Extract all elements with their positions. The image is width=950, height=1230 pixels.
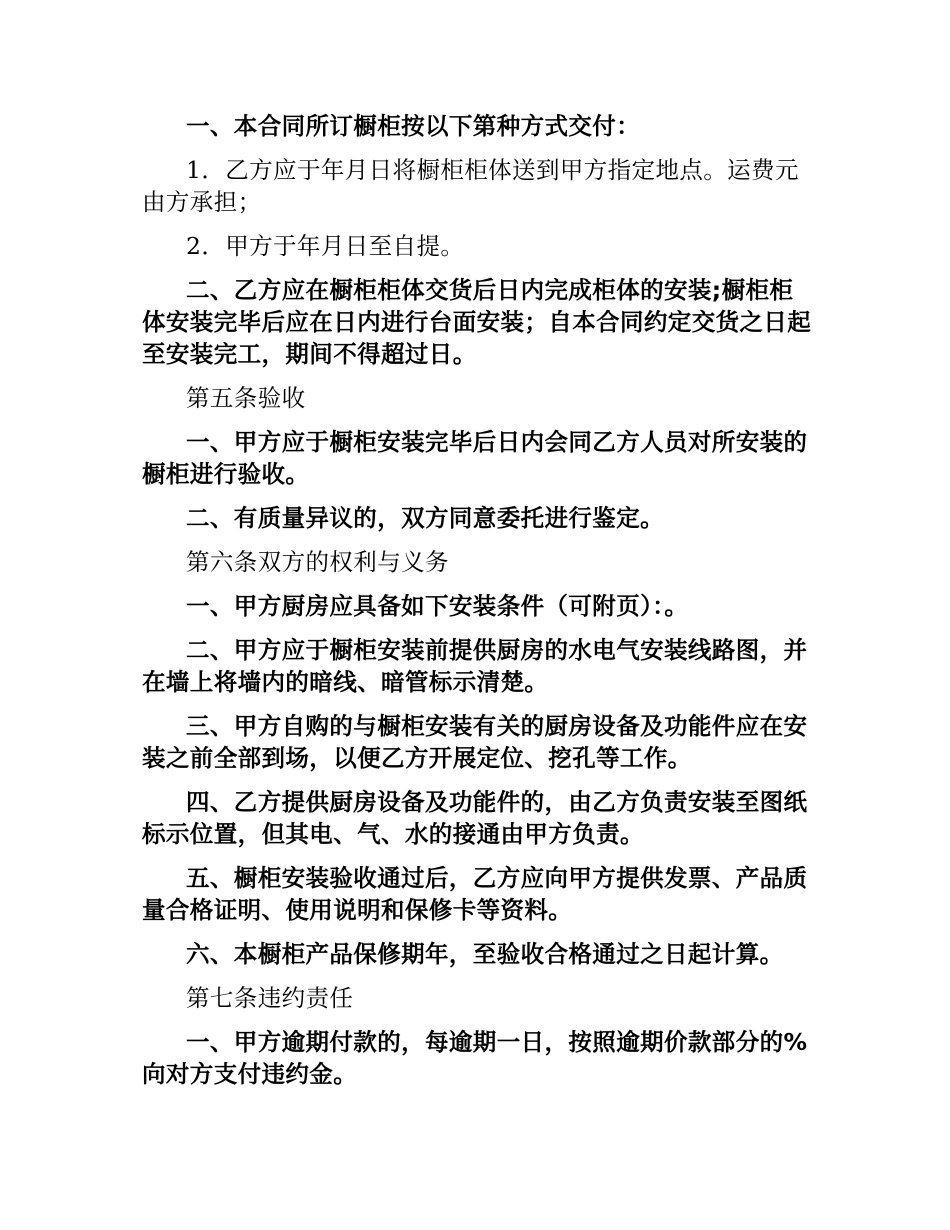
section-heading-rights-obligations: 第六条双方的权利与义务 [186, 548, 449, 576]
clause-installation-timeline: 二、乙方应在橱柜柜体交货后日内完成柜体的安装;橱柜柜体安装完毕后应在日内进行台面安装；自本合同约定交货之日起至安装完工，期间不得超过日。 [142, 276, 812, 368]
clause-kitchen-conditions: 一、甲方厨房应具备如下安装条件（可附页）：。 [186, 592, 689, 620]
section-heading-acceptance: 第五条验收 [186, 384, 306, 412]
clause-delivery-option-1: 1．乙方应于年月日将橱柜柜体送到甲方指定地点。运费元由方承担； [142, 156, 799, 216]
clause-wiring-diagram: 二、甲方应于橱柜安装前提供厨房的水电气安装线路图，并在墙上将墙内的暗线、暗管标示清楚。 [142, 636, 808, 696]
clause-equipment-arrival: 三、甲方自购的与橱柜安装有关的厨房设备及功能件应在安装之前全部到场，以便乙方开展定位、挖孔等工作。 [142, 712, 808, 772]
clause-documents-delivery: 五、橱柜安装验收通过后，乙方应向甲方提供发票、产品质量合格证明、使用说明和保修卡等资料。 [142, 864, 808, 924]
clause-warranty-period: 六、本橱柜产品保修期年，至验收合格通过之日起计算。 [186, 940, 784, 968]
clause-late-payment: 一、甲方逾期付款的，每逾期一日，按照逾期价款部分的%向对方支付违约金。 [142, 1028, 808, 1088]
clause-quality-dispute: 二、有质量异议的，双方同意委托进行鉴定。 [186, 504, 664, 532]
section-heading-liability: 第七条违约责任 [186, 984, 354, 1012]
clause-equipment-installation: 四、乙方提供厨房设备及功能件的，由乙方负责安装至图纸标示位置，但其电、气、水的接通由甲方负责。 [142, 788, 808, 848]
clause-delivery-method: 一、本合同所订橱柜按以下第种方式交付： [186, 112, 641, 140]
clause-acceptance-inspection: 一、甲方应于橱柜安装完毕后日内会同乙方人员对所安装的橱柜进行验收。 [142, 428, 808, 488]
clause-delivery-option-2: 2．甲方于年月日至自提。 [186, 232, 465, 260]
document-body [142, 110, 814, 1090]
